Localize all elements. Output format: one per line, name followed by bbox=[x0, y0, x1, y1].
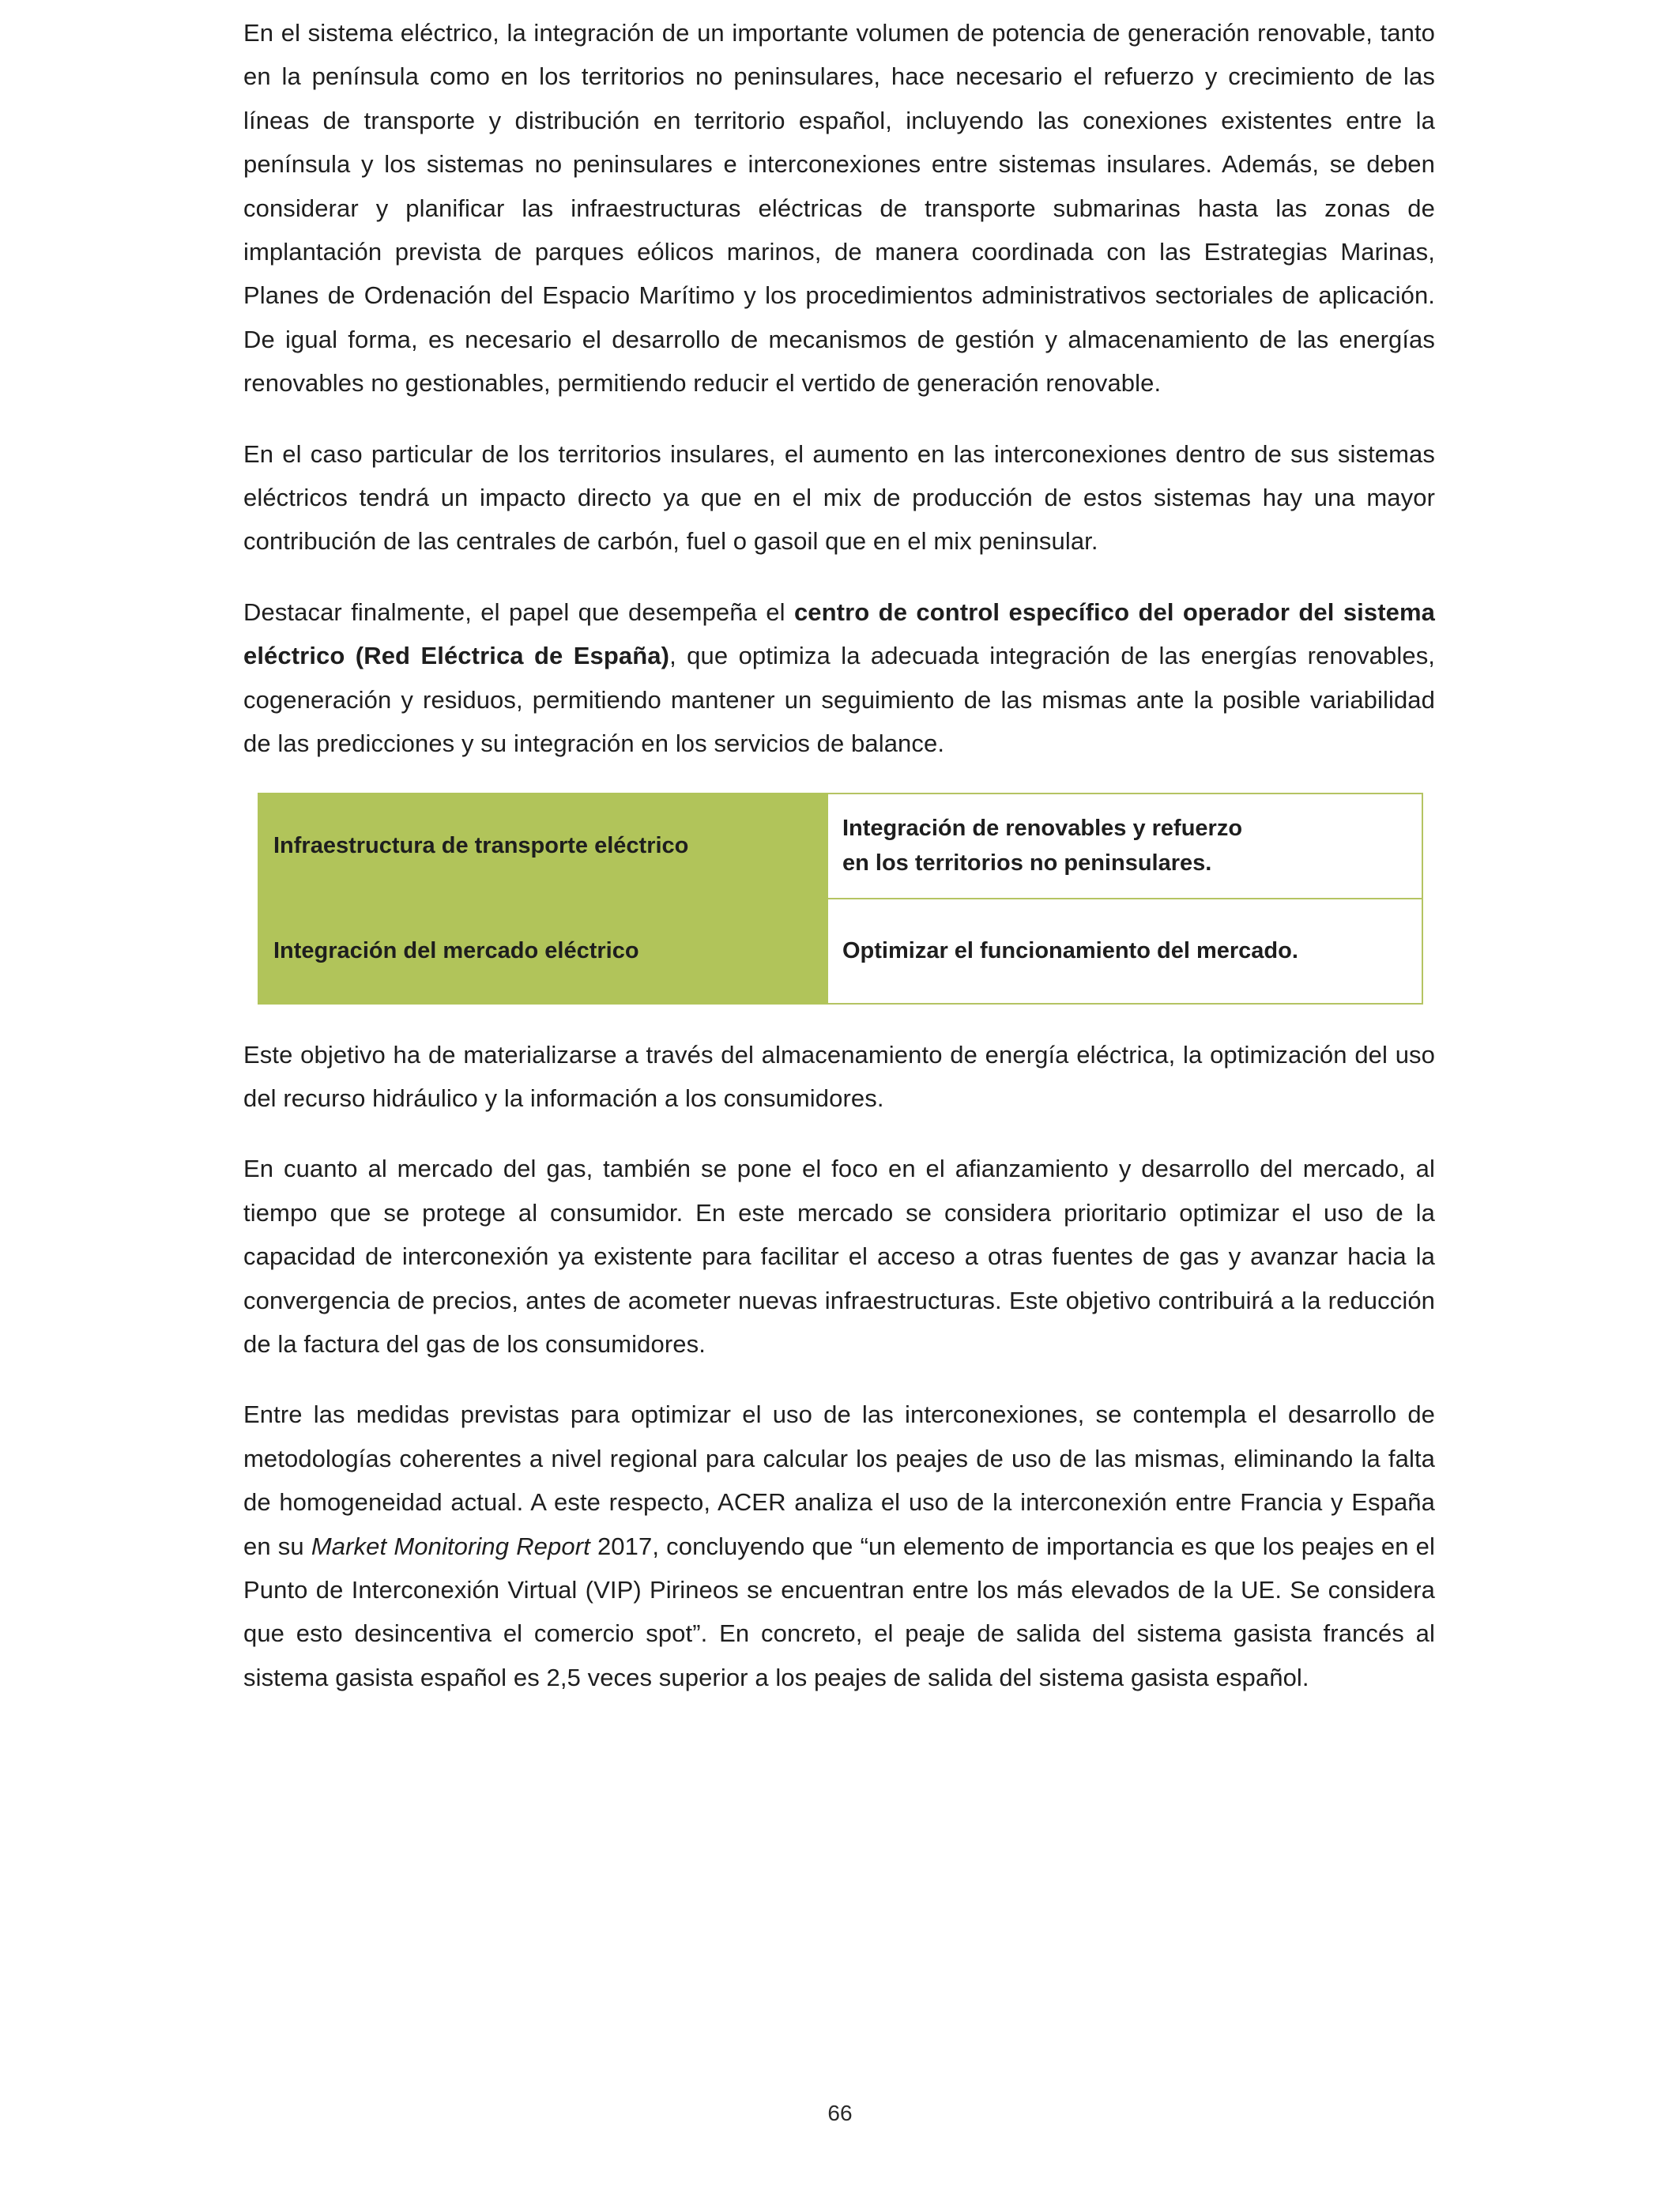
paragraph-electric-system: En el sistema eléctrico, la integración de un importante volumen de potencia de generación renovable, tanto en la península como en los territorios no peninsulares, hace necesario el refuerzo y crecimiento de las líneas de transporte y distribución en territorio español, incluyendo las conexiones existentes entre la península y los sistemas no peninsulares e interconexiones entre sistemas insulares. Además, se deben considerar y planificar las infraestructuras eléctricas de transporte submarinas hasta las zonas de implantación prevista de parques eólicos marinos, de manera coordinada con las Estrategias Marinas, Planes de Ordenación del Espacio Marítimo y los procedimientos administrativos sectoriales de aplicación. De igual forma, es necesario el desarrollo de mecanismos de gestión y almacenamiento de las energías renovables no gestionables, permitiendo reducir el vertido de generación renovable. bbox=[243, 19, 1435, 398]
cell-line: en los territorios no peninsulares. bbox=[842, 850, 1212, 876]
paragraph-control-center bbox=[243, 590, 1435, 766]
table-cell-objective: Infraestructura de transporte eléctrico bbox=[258, 794, 827, 899]
paragraph-insular-territories: En el caso particular de los territorios insulares, el aumento en las interconexiones dentro de sus sistemas eléctricos tendrá un impacto directo ya que en el mix de producción de estos sistemas hay una mayor contribución de las centrales de carbón, fuel o gasoil que en el mix peninsular. bbox=[243, 439, 1435, 556]
table-cell-description bbox=[827, 794, 1422, 899]
table-row bbox=[258, 899, 1422, 1004]
bold-control-center: centro de control específico del operador del sistema eléctrico (Red Eléctrica de España) bbox=[243, 598, 1435, 670]
paragraph-text: Destacar finalmente, el papel que desempeña el bbox=[243, 598, 794, 626]
document-page bbox=[243, 11, 1435, 1726]
paragraph-gas-market: En cuanto al mercado del gas, también se pone el foco en el afianzamiento y desarrollo del mercado, al tiempo que se protege al consumidor. En este mercado se considera prioritario optimizar el uso de la capacidad de interconexión ya existente para facilitar el acceso a otras fuentes de gas y avanzar hacia la convergencia de precios, antes de acometer nuevas infraestructuras. Este objetivo contribuirá a la reducción de la factura del gas de los consumidores. bbox=[243, 1155, 1435, 1358]
italic-report-title: Market Monitoring Report bbox=[311, 1532, 590, 1560]
paragraph-interconnections bbox=[243, 1393, 1435, 1699]
paragraph-text: Entre las medidas previstas para optimizar el uso de las interconexiones, se contempla el desarrollo de metodologías coherentes a nivel regional para calcular los peajes de uso de las mismas, eliminando la falta de homogeneidad actual. A este respecto, ACER analiza el uso de la interconexión entre Francia y España en su bbox=[243, 1400, 1435, 1560]
page-number: 66 bbox=[827, 2101, 853, 2125]
paragraph-text: 2017, concluyendo que “un elemento de importancia es que los peajes en el Punto de Interconexión Virtual (VIP) Pirineos se encuentran entre los más elevados de la UE. Se considera que esto desincentiva el comercio spot”. En concreto, el peaje de salida del sistema gasista francés al sistema gasista español es 2,5 veces superior a los peajes de salida del sistema gasista español. bbox=[243, 1532, 1435, 1691]
paragraph-text: , que optimiza la adecuada integración de las energías renovables, cogeneración y residuos, permitiendo mantener un seguimiento de las mismas ante la posible variabilidad de las predicciones y su integración en los servicios de balance. bbox=[243, 642, 1436, 758]
table-cell-objective: Integración del mercado eléctrico bbox=[258, 899, 827, 1004]
table-cell-description bbox=[827, 899, 1422, 1004]
objectives-table bbox=[258, 793, 1423, 1005]
cell-line: Integración de renovables y refuerzo bbox=[842, 816, 1243, 841]
table-row bbox=[258, 794, 1422, 899]
cell-line: Optimizar el funcionamiento del mercado. bbox=[842, 938, 1298, 963]
paragraph-storage: Este objetivo ha de materializarse a través del almacenamiento de energía eléctrica, la optimización del uso del recurso hidráulico y la información a los consumidores. bbox=[243, 1040, 1435, 1112]
